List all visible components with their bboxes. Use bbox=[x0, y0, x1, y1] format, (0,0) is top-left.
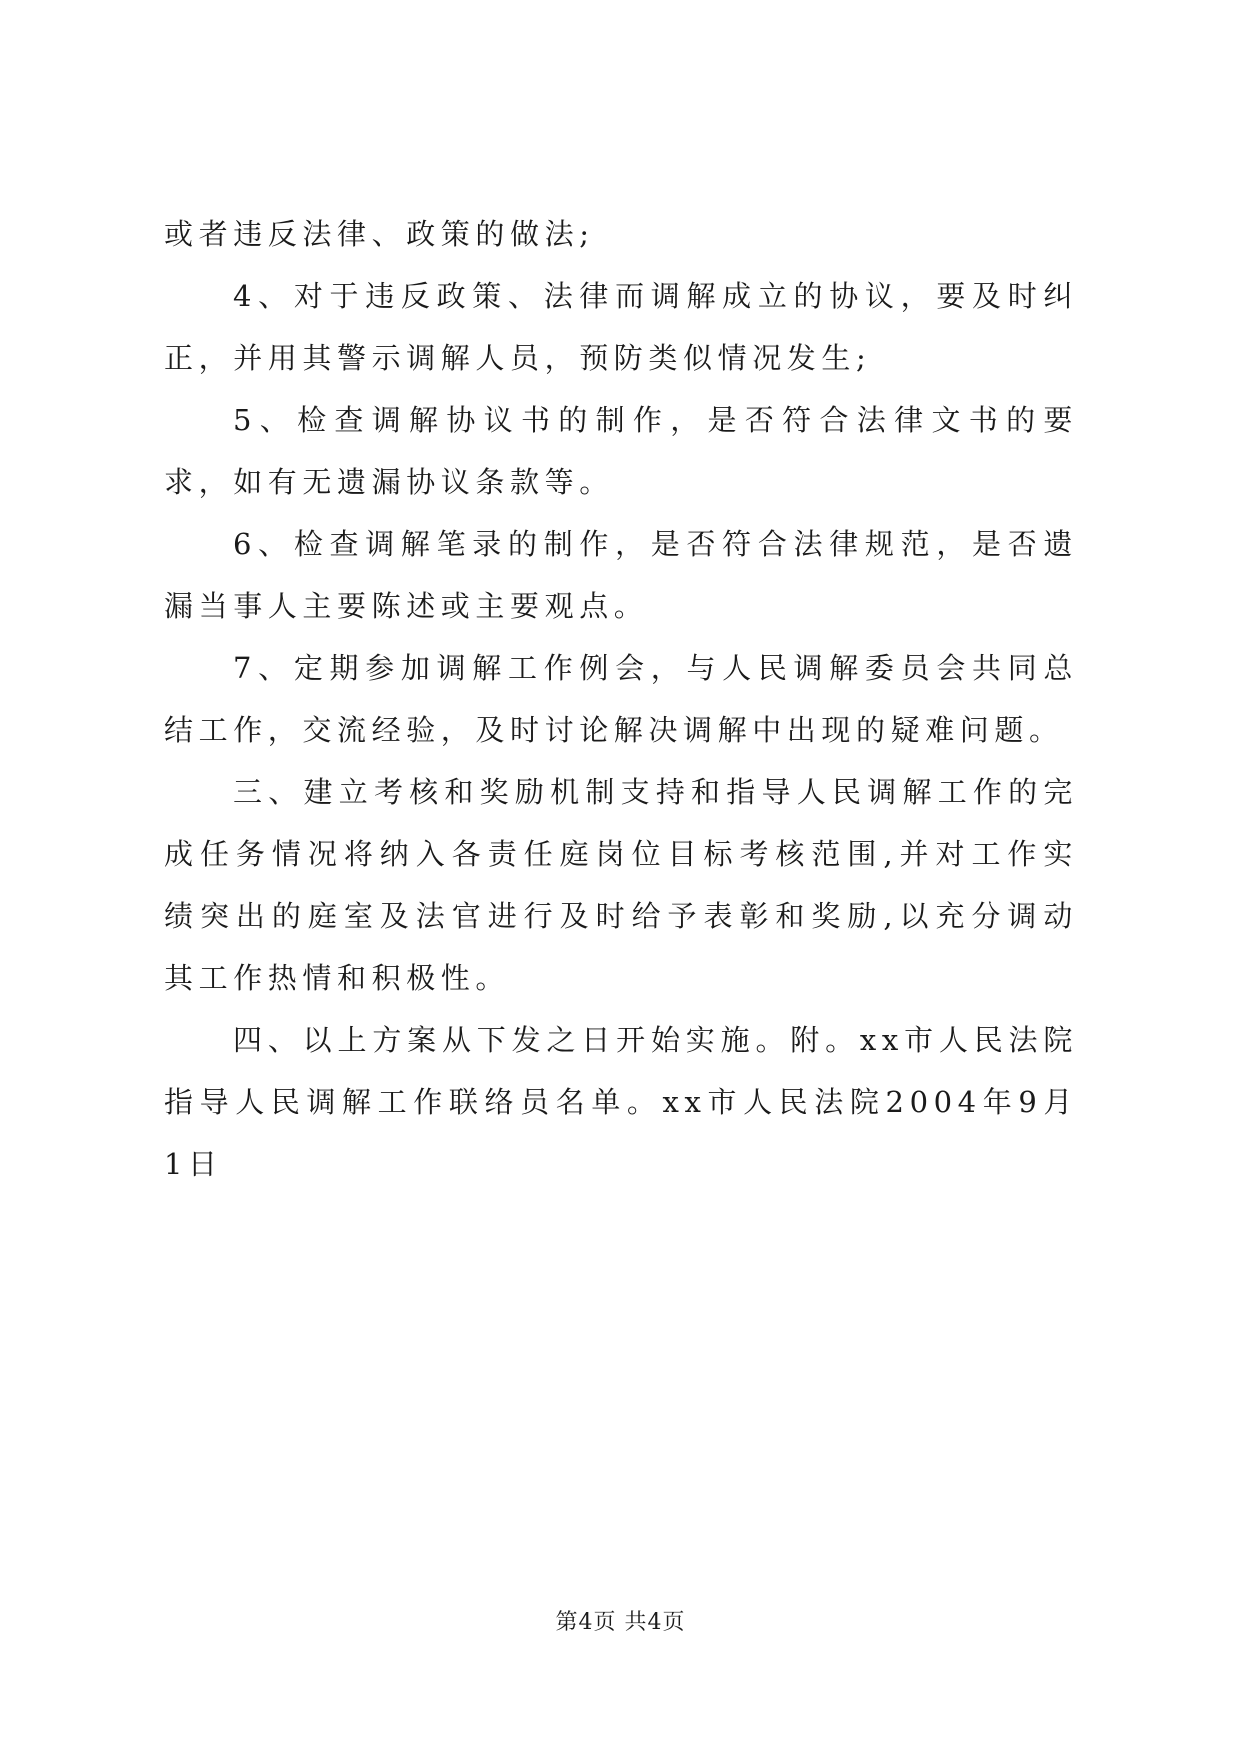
paragraph-item-4: 4、对于违反政策、法律而调解成立的协议，要及时纠正，并用其警示调解人员，预防类似情况发生; bbox=[164, 279, 1078, 375]
paragraph-section-4: 四、以上方案从下发之日开始实施。附。xx市人民法院指导人民调解工作联络员名单。xx市人民法院2004年9月1日 bbox=[164, 1023, 1078, 1181]
paragraph-item-5: 5、检查调解协议书的制作，是否符合法律文书的要求，如有无遗漏协议条款等。 bbox=[164, 403, 1078, 499]
document-body bbox=[164, 203, 1078, 1195]
paragraph-continuation: 或者违反法律、政策的做法; bbox=[164, 217, 595, 251]
page-number-footer: 第4页 共4页 bbox=[555, 1610, 686, 1635]
paragraph-section-3: 三、建立考核和奖励机制支持和指导人民调解工作的完成任务情况将纳入各责任庭岗位目标考核范围,并对工作实绩突出的庭室及法官进行及时给予表彰和奖励,以充分调动其工作热情和积极性。 bbox=[164, 775, 1078, 995]
paragraph-item-7: 7、定期参加调解工作例会，与人民调解委员会共同总结工作，交流经验，及时讨论解决调解中出现的疑难问题。 bbox=[164, 651, 1078, 747]
paragraph-item-6: 6、检查调解笔录的制作，是否符合法律规范，是否遗漏当事人主要陈述或主要观点。 bbox=[164, 527, 1078, 623]
